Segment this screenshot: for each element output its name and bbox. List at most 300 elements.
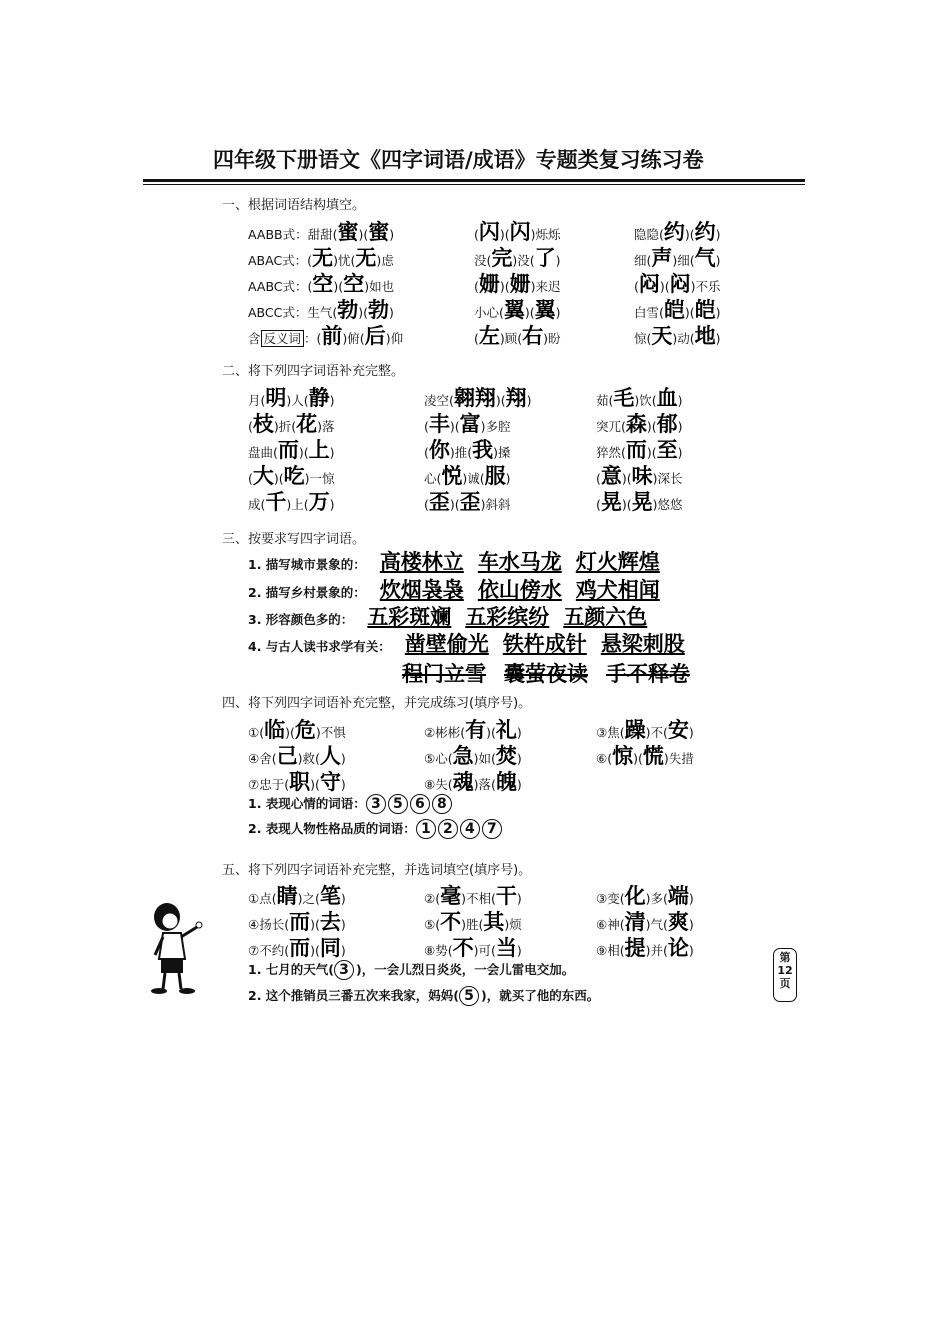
printed-text: ) <box>677 419 683 434</box>
handwritten-answer: 急 <box>452 744 474 768</box>
printed-text: ) <box>340 943 346 958</box>
handwritten-answer: 勃 <box>337 298 359 322</box>
printed-text: ABAC式：( <box>248 253 313 268</box>
printed-text: ) <box>715 331 721 346</box>
printed-text: ②( <box>424 891 441 906</box>
handwritten-answer: 高楼林立 <box>379 550 464 574</box>
printed-text: )( <box>310 943 320 958</box>
printed-text: ⑥神( <box>596 917 625 932</box>
handwritten-answer: 千 <box>265 490 287 514</box>
printed-text: 猝然( <box>596 445 626 460</box>
handwritten-answer: 约 <box>694 220 716 244</box>
handwritten-answer: 化 <box>624 884 646 908</box>
printed-text: )胜( <box>461 917 484 932</box>
printed-text: )气( <box>645 917 668 932</box>
fill-in-item <box>424 932 522 962</box>
printed-text: )人( <box>286 393 309 408</box>
printed-text: ) <box>329 393 335 408</box>
handwritten-answer: 而 <box>289 936 311 960</box>
handwritten-answer: 翔 <box>505 386 527 410</box>
printed-text: )( <box>646 445 657 460</box>
handwritten-answer: 晃 <box>631 490 653 514</box>
handwritten-answer: 毫 <box>440 884 462 908</box>
handwritten-answer: 铁杵成针 <box>502 632 587 656</box>
handwritten-answer: 提 <box>624 936 646 960</box>
printed-text: ) <box>329 445 335 460</box>
handwritten-answer: 其 <box>483 910 505 934</box>
printed-text: )( <box>449 419 460 434</box>
printed-text: )动( <box>672 331 695 346</box>
printed-text: 凌空( <box>424 393 454 408</box>
printed-text: )落( <box>473 777 496 792</box>
printed-text: ( <box>596 497 601 512</box>
printed-text: )之( <box>297 891 320 906</box>
handwritten-answer: 味 <box>631 464 653 488</box>
printed-text: ( <box>596 471 601 486</box>
fill-in-item <box>248 932 346 962</box>
printed-text: ) <box>340 777 346 792</box>
circled-answer: 1 <box>416 819 436 839</box>
printed-text: ) <box>329 497 335 512</box>
handwritten-answer: 五彩斑斓 <box>367 605 452 629</box>
handwritten-answer: 守 <box>319 770 341 794</box>
section-1-heading: 一、根据词语结构填空。 <box>222 198 366 213</box>
printed-text: ：( <box>304 331 322 346</box>
printed-text: )( <box>499 279 510 294</box>
fill-in-item <box>596 932 694 962</box>
printed-text: ( <box>248 419 253 434</box>
handwritten-answer: 地 <box>694 324 716 348</box>
handwritten-answer: 临 <box>264 718 286 742</box>
handwritten-answer: 前 <box>321 324 343 348</box>
handwritten-answer: 而 <box>289 910 311 934</box>
handwritten-answer: 右 <box>522 324 544 348</box>
handwritten-answer: 枝 <box>252 412 274 436</box>
handwritten-answer: 安 <box>667 718 689 742</box>
printed-text: 盘曲( <box>248 445 278 460</box>
printed-text: ) <box>505 471 511 486</box>
handwritten-answer: 悬梁刺股 <box>600 632 685 656</box>
handwritten-answer: 焚 <box>495 744 517 768</box>
handwritten-answer: 皑 <box>694 298 716 322</box>
printed-text: ⑧势( <box>424 943 453 958</box>
title-rule-thin <box>143 184 805 185</box>
printed-text: AABB式：甜甜( <box>248 227 338 242</box>
printed-text: ) <box>677 445 683 460</box>
handwritten-answer: 闷 <box>638 272 660 296</box>
printed-text: ⑦不约( <box>248 943 290 958</box>
page-title: 四年级下册语文《四字词语/成语》专题类复习练习卷 <box>213 147 704 172</box>
circled-answer: 6 <box>410 794 430 814</box>
handwritten-answer: 空 <box>343 272 365 296</box>
handwritten-answer: 翼 <box>534 298 556 322</box>
printed-text: ③变( <box>596 891 625 906</box>
printed-text: )( <box>298 445 309 460</box>
handwritten-answer: 后 <box>364 324 386 348</box>
printed-text: )多腔 <box>480 419 511 434</box>
handwritten-answer: 依山傍水 <box>477 578 562 602</box>
printed-text: 茹( <box>596 393 614 408</box>
printed-text: )深长 <box>652 471 683 486</box>
handwritten-answer: 五颜六色 <box>563 605 648 629</box>
printed-text: ) <box>340 891 346 906</box>
printed-text: )细( <box>672 253 695 268</box>
printed-text: )仰 <box>385 331 404 346</box>
printed-text: )没( <box>512 253 535 268</box>
page-badge-suffix: 页 <box>779 977 791 990</box>
section-4-question <box>248 794 454 814</box>
handwritten-answer: 服 <box>484 464 506 488</box>
fill-in-item <box>424 486 511 516</box>
printed-text: )( <box>499 227 510 242</box>
printed-text: )盼 <box>543 331 561 346</box>
printed-text: )俯( <box>342 331 365 346</box>
handwritten-answer: 晃 <box>600 490 622 514</box>
handwritten-answer: 车水马龙 <box>477 550 562 574</box>
handwritten-answer: 皑 <box>663 298 685 322</box>
section-3-question <box>248 628 685 658</box>
printed-text: )( <box>495 393 506 408</box>
circled-answer: 2 <box>438 819 458 839</box>
printed-text: )( <box>684 227 695 242</box>
printed-text: )烁烁 <box>530 227 561 242</box>
handwritten-answer: 翼 <box>503 298 525 322</box>
section-3-question <box>248 574 660 604</box>
handwritten-answer: 蜜 <box>368 220 390 244</box>
printed-text: )饮( <box>634 393 657 408</box>
handwritten-answer: 笔 <box>319 884 341 908</box>
section-5-heading: 五、将下列四字词语补充完整，并选词填空(填序号)。 <box>222 863 532 878</box>
handwritten-answer: 完 <box>491 246 513 270</box>
printed-text: )来迟 <box>530 279 561 294</box>
printed-text: )不乐 <box>690 279 721 294</box>
handwritten-answer: 鸡犬相闻 <box>575 578 660 602</box>
section-3-question <box>248 601 647 631</box>
printed-text: )上( <box>286 497 309 512</box>
printed-text: ⑧失( <box>424 777 453 792</box>
printed-text: ( <box>474 227 479 242</box>
printed-text: ) <box>389 305 394 320</box>
printed-text: ( <box>474 279 479 294</box>
section-4-question <box>248 819 504 839</box>
printed-text: 白雪( <box>634 305 664 320</box>
printed-text: ) <box>516 891 522 906</box>
section-3-question-cont <box>402 658 708 688</box>
handwritten-answer: 清 <box>624 910 646 934</box>
handwritten-answer: 无 <box>312 246 334 270</box>
printed-text: ②彬彬( <box>424 725 466 740</box>
printed-text: )如也 <box>364 279 395 294</box>
handwritten-answer: 干 <box>495 884 517 908</box>
handwritten-answer: 凿壁偷光 <box>404 632 489 656</box>
handwritten-answer: 爽 <box>667 910 689 934</box>
handwritten-answer: 勃 <box>368 298 390 322</box>
handwritten-answer: 吃 <box>283 464 305 488</box>
printed-text: ) <box>516 751 522 766</box>
printed-text: ) <box>688 943 694 958</box>
printed-text: 含 <box>248 331 261 346</box>
printed-text: AABC式：( <box>248 279 313 294</box>
handwritten-answer: 程门立雪 <box>402 662 486 686</box>
printed-text: )( <box>621 471 632 486</box>
printed-text: )虑 <box>376 253 394 268</box>
printed-text: ABCC式：生气( <box>248 305 338 320</box>
section-2-heading: 二、将下列四字词语补充完整。 <box>222 364 405 379</box>
question-label: 1. 描写城市景象的： <box>248 557 366 572</box>
printed-text: )推( <box>449 445 473 460</box>
handwritten-answer: 万 <box>308 490 330 514</box>
handwritten-answer: 不 <box>452 936 474 960</box>
fill-in-item <box>596 486 683 516</box>
printed-text: ( <box>424 497 429 512</box>
handwritten-answer: 空 <box>312 272 334 296</box>
handwritten-answer: 姗 <box>478 272 500 296</box>
question-label: 2. 描写乡村景象的： <box>248 585 366 600</box>
printed-text: 细( <box>634 253 652 268</box>
printed-text: ⑨相( <box>596 943 625 958</box>
printed-text: )，就买了他的东西。 <box>481 988 600 1003</box>
printed-text: ( <box>474 331 479 346</box>
handwritten-answer: 歪 <box>428 490 450 514</box>
printed-text: )忧( <box>333 253 356 268</box>
section-1-row <box>248 320 403 350</box>
section-4-heading: 四、将下列四字词语补充完整，并完成练习(填序号)。 <box>222 696 532 711</box>
handwritten-answer: 惊 <box>612 744 634 768</box>
printed-text: )斜斜 <box>480 497 511 512</box>
handwritten-answer: 无 <box>355 246 377 270</box>
handwritten-answer: 炊烟袅袅 <box>379 578 464 602</box>
printed-text: 2. 这个推销员三番五次来我家，妈妈( <box>248 988 460 1003</box>
printed-text: ( <box>634 279 639 294</box>
question-label: 4. 与古人读书求学有关： <box>248 639 391 654</box>
printed-text: )( <box>659 279 670 294</box>
printed-text: )( <box>684 305 695 320</box>
section-1-row <box>634 320 721 350</box>
printed-text: )诚( <box>462 471 485 486</box>
printed-text: ( <box>424 445 429 460</box>
boy-illustration <box>145 897 215 997</box>
printed-text: ) <box>715 305 721 320</box>
printed-text: 惊( <box>634 331 652 346</box>
printed-text: ) <box>340 917 346 932</box>
handwritten-answer: 论 <box>667 936 689 960</box>
printed-text: 没( <box>474 253 492 268</box>
printed-text: ) <box>555 253 561 268</box>
fill-in-item <box>424 766 522 796</box>
printed-text: ①点( <box>248 891 277 906</box>
printed-text: 隐隐( <box>634 227 664 242</box>
printed-text: ⑦忠于( <box>248 777 290 792</box>
circled-answer: 5 <box>459 986 479 1006</box>
circled-answer: 5 <box>388 794 408 814</box>
section-5-sentence <box>248 960 574 980</box>
printed-text: 1. 七月的天气( <box>248 962 335 977</box>
printed-text: )( <box>358 227 369 242</box>
printed-text: )落 <box>317 419 335 434</box>
circled-answer: 3 <box>366 794 386 814</box>
boxed-label: 反义词 <box>261 330 305 347</box>
handwritten-answer: 姗 <box>509 272 531 296</box>
fill-in-item <box>248 766 346 796</box>
handwritten-answer: 有 <box>465 718 487 742</box>
handwritten-answer: 天 <box>651 324 673 348</box>
printed-text: 小心( <box>474 305 504 320</box>
handwritten-answer: 歪 <box>459 490 481 514</box>
handwritten-answer: 明 <box>265 386 287 410</box>
handwritten-answer: 你 <box>428 438 450 462</box>
handwritten-answer: 不 <box>440 910 462 934</box>
printed-text: )( <box>633 751 643 766</box>
printed-text: )可( <box>473 943 496 958</box>
handwritten-answer: 至 <box>656 438 678 462</box>
printed-text: ) <box>688 725 694 740</box>
handwritten-answer: 魂 <box>452 770 474 794</box>
printed-text: )顾( <box>499 331 523 346</box>
handwritten-answer: 我 <box>472 438 494 462</box>
handwritten-answer: 五彩缤纷 <box>465 605 550 629</box>
handwritten-answer: 闪 <box>509 220 531 244</box>
circled-answer: 7 <box>482 819 502 839</box>
printed-text: )( <box>621 497 632 512</box>
handwritten-answer: 声 <box>651 246 673 270</box>
question-label: 3. 形容颜色多的： <box>248 612 354 627</box>
printed-text: ⑤( <box>424 917 441 932</box>
handwritten-answer: 同 <box>319 936 341 960</box>
handwritten-answer: 己 <box>276 744 298 768</box>
printed-text: ) <box>677 393 683 408</box>
printed-text: )( <box>273 471 284 486</box>
printed-text: )并( <box>645 943 668 958</box>
handwritten-answer: 上 <box>308 438 330 462</box>
handwritten-answer: 森 <box>625 412 647 436</box>
printed-text: )搡 <box>493 445 511 460</box>
handwritten-answer: 而 <box>277 438 299 462</box>
handwritten-answer: 端 <box>667 884 689 908</box>
printed-text: ) <box>555 305 561 320</box>
handwritten-answer: 约 <box>663 220 685 244</box>
handwritten-answer: 魄 <box>495 770 517 794</box>
question-label: 1. 表现心情的词语： <box>248 796 366 811</box>
printed-text: 突兀( <box>596 419 626 434</box>
printed-text: )不惧 <box>315 725 346 740</box>
printed-text: )折( <box>273 419 297 434</box>
handwritten-answer: 礼 <box>495 718 517 742</box>
printed-text: )失措 <box>663 751 694 766</box>
handwritten-answer: 灯火辉煌 <box>575 550 660 574</box>
printed-text: ) <box>715 227 721 242</box>
printed-text: )( <box>646 419 657 434</box>
printed-text: ) <box>688 891 694 906</box>
printed-text: ④舍( <box>248 751 277 766</box>
printed-text: )( <box>358 305 369 320</box>
printed-text: ( <box>248 471 253 486</box>
circled-answer: 8 <box>432 794 452 814</box>
printed-text: )( <box>524 305 535 320</box>
printed-text: )，一会儿烈日炎炎，一会儿雷电交加。 <box>356 962 575 977</box>
printed-text: )不相( <box>461 891 496 906</box>
page-number-badge <box>773 948 797 1002</box>
printed-text: )如( <box>473 751 496 766</box>
printed-text: )不( <box>645 725 668 740</box>
printed-text: ) <box>526 393 532 408</box>
printed-text: )救( <box>297 751 320 766</box>
printed-text: ) <box>715 253 721 268</box>
handwritten-answer: 危 <box>294 718 316 742</box>
title-rule-thick <box>143 179 805 182</box>
handwritten-answer: 毛 <box>613 386 635 410</box>
printed-text: ④扬长( <box>248 917 290 932</box>
handwritten-answer: 蜜 <box>337 220 359 244</box>
section-5-sentence <box>248 986 599 1006</box>
printed-text: ) <box>516 943 522 958</box>
printed-text: )( <box>486 725 496 740</box>
printed-text: ⑤心( <box>424 751 453 766</box>
handwritten-answer: 去 <box>319 910 341 934</box>
handwritten-answer: 躁 <box>624 718 646 742</box>
circled-answer: 3 <box>334 960 354 980</box>
handwritten-answer: 睛 <box>276 884 298 908</box>
handwritten-answer: 了 <box>534 246 556 270</box>
handwritten-answer: 闪 <box>478 220 500 244</box>
printed-text: ③焦( <box>596 725 625 740</box>
section-3-question <box>248 546 660 576</box>
printed-text: ①( <box>248 725 265 740</box>
handwritten-answer: 气 <box>694 246 716 270</box>
printed-text: )( <box>310 777 320 792</box>
handwritten-answer: 大 <box>252 464 274 488</box>
handwritten-answer: 血 <box>656 386 678 410</box>
handwritten-answer: 当 <box>495 936 517 960</box>
handwritten-answer: 而 <box>625 438 647 462</box>
question-label: 2. 表现人物性格品质的词语： <box>248 821 416 836</box>
handwritten-answer: 富 <box>459 412 481 436</box>
printed-text: ) <box>340 751 346 766</box>
printed-text: 成( <box>248 497 266 512</box>
handwritten-answer: 职 <box>289 770 311 794</box>
printed-text: ) <box>389 227 395 242</box>
handwritten-answer: 意 <box>600 464 622 488</box>
handwritten-answer: 郁 <box>656 412 678 436</box>
handwritten-answer: 花 <box>296 412 318 436</box>
handwritten-answer: 悦 <box>441 464 463 488</box>
handwritten-answer: 丰 <box>428 412 450 436</box>
printed-text: )( <box>449 497 460 512</box>
handwritten-answer: 静 <box>308 386 330 410</box>
printed-text: ( <box>424 419 429 434</box>
section-3-heading: 三、按要求写四字词语。 <box>222 532 366 547</box>
printed-text: )烦 <box>504 917 522 932</box>
fill-in-item <box>596 740 694 770</box>
section-1-row <box>474 320 561 350</box>
fill-in-item <box>248 486 335 516</box>
circled-answer: 4 <box>460 819 480 839</box>
printed-text: )( <box>285 725 295 740</box>
printed-text: ) <box>516 777 522 792</box>
printed-text: ) <box>516 725 522 740</box>
printed-text: )多( <box>645 891 668 906</box>
page-number: 12 <box>777 964 793 977</box>
printed-text: 心( <box>424 471 442 486</box>
printed-text: ) <box>688 917 694 932</box>
page-badge-prefix: 第 <box>779 951 791 964</box>
printed-text: )一惊 <box>304 471 335 486</box>
handwritten-answer: 慌 <box>642 744 664 768</box>
printed-text: ⑥( <box>596 751 613 766</box>
handwritten-answer: 翱翔 <box>453 386 496 410</box>
printed-text: )悠悠 <box>652 497 683 512</box>
handwritten-answer: 囊萤夜读 <box>504 662 588 686</box>
handwritten-answer: 手不释卷 <box>606 662 690 686</box>
